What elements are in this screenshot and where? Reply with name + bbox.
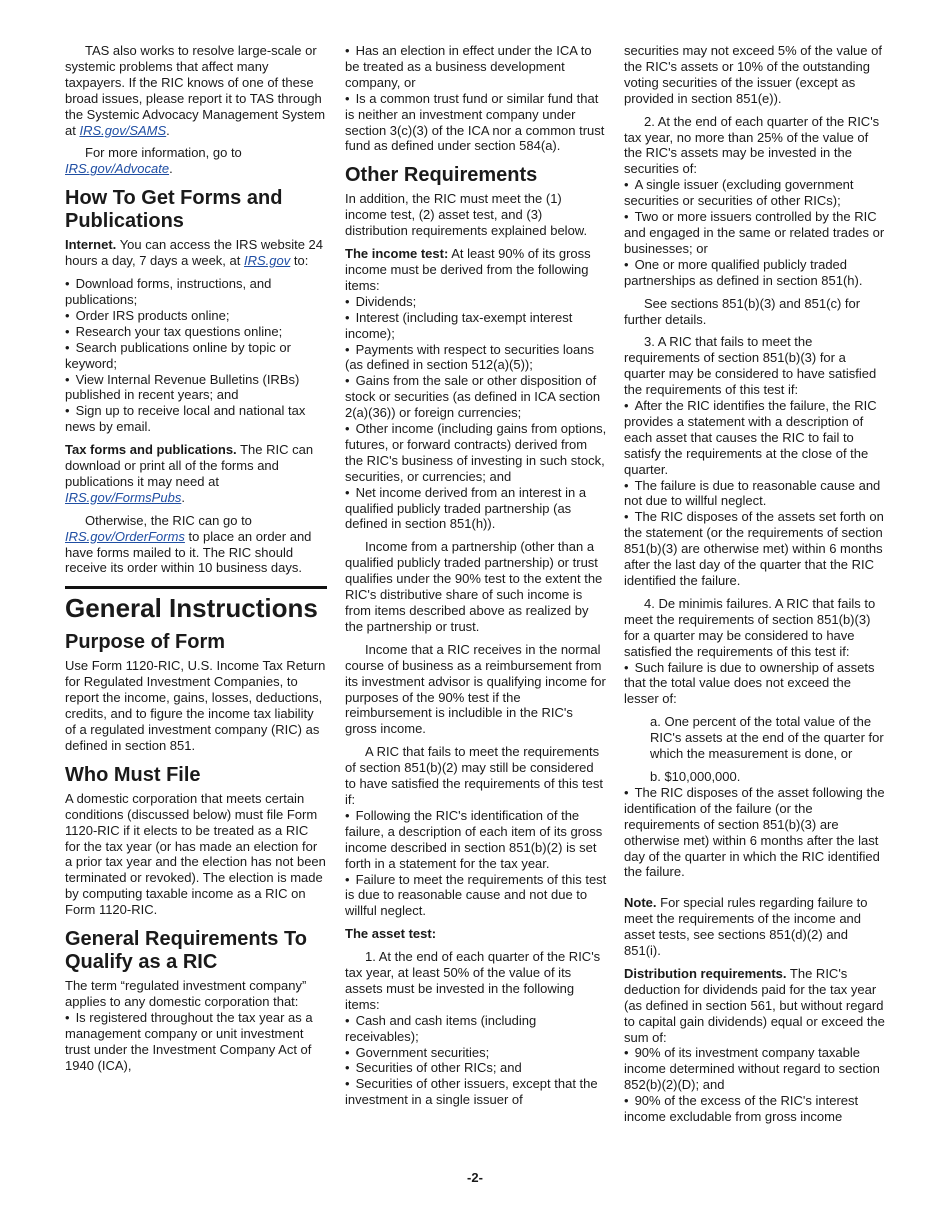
list-item: • Dividends; — [345, 294, 607, 310]
list-item: • Such failure is due to ownership of assets that the total value does not exceed the lesser of: — [624, 660, 886, 708]
asset-list — [345, 1013, 607, 1108]
otherwise-paragraph — [65, 513, 327, 577]
list-item: • Securities of other issuers, except that the investment in a single issuer of — [345, 1076, 607, 1108]
column-1 — [65, 43, 327, 1081]
list-item: • Is a common trust fund or similar fund that is neither an investment company under section 3(c)(3) of the ICA nor a common trust fund as defined under section 584(a). — [345, 91, 607, 155]
asset-4-list — [624, 660, 886, 708]
list-item: • Sign up to receive local and national tax news by email. — [65, 403, 327, 435]
other-requirements-text: In addition, the RIC must meet the (1) income test, (2) asset test, and (3) distribution requirements explained below. — [345, 191, 588, 239]
irs-link[interactable]: IRS.gov — [244, 253, 291, 269]
distribution-paragraph — [624, 966, 886, 1046]
fails-list — [345, 808, 607, 919]
tax-forms-text: The RIC can download or print all of the forms and publications it may need at — [65, 442, 314, 489]
list-item: • A single issuer (excluding government securities or securities of other RICs); — [624, 177, 886, 209]
note-paragraph — [624, 895, 886, 959]
asset-3-list — [624, 398, 886, 589]
note-label: Note. — [624, 895, 657, 911]
purpose-text: Use Form 1120-RIC, U.S. Income Tax Return for Regulated Investment Companies, to report the income, gains, losses, deductions, credits, and to figure the income tax liability of a regulated investment company (RIC) as defined in section 851. — [65, 658, 326, 753]
more-info-paragraph: For more information, go to IRS.gov/Advocate. — [65, 145, 242, 177]
income-test-label: The income test: — [345, 246, 449, 262]
list-item: • Government securities; — [345, 1045, 607, 1061]
tax-forms-label: Tax forms and publications. — [65, 442, 237, 458]
income-list — [345, 294, 607, 533]
formspubs-link[interactable]: IRS.gov/FormsPubs — [65, 489, 182, 505]
list-item: • Order IRS products online; — [65, 308, 327, 324]
list-item: • Research your tax questions online; — [65, 324, 327, 340]
asset-4-list-2 — [624, 785, 886, 880]
general-requirements-text: The term “regulated investment company” applies to any domestic corporation that: — [65, 978, 307, 1009]
list-item: • Gains from the sale or other disposition of stock or securities (as defined in ICA section 2(a)(36)) or foreign currencies; — [345, 373, 607, 421]
tax-forms-paragraph: Tax forms and publications. The RIC can download or print all of the forms and publications it may need at IRS.gov/FormsPubs. — [65, 442, 314, 505]
purpose-heading: Purpose of Form — [65, 631, 226, 654]
list-item: • Other income (including gains from options, futures, or forward contracts) derived from the RIC's business of investing in such stock, securities, or currencies; and — [345, 421, 607, 485]
distribution-label: Distribution requirements. — [624, 965, 787, 981]
ric-definition-list — [345, 43, 607, 154]
list-item: • Two or more issuers controlled by the RIC and engaged in the same or related trades or businesses; or — [624, 209, 886, 257]
list-item: • One or more qualified publicly traded partnerships as defined in section 851(h). — [624, 257, 886, 289]
more-info-text: For more information, go to — [85, 145, 242, 161]
who-must-file-heading: Who Must File — [65, 763, 201, 786]
list-item: • The failure is due to reasonable cause and not due to willful neglect. — [624, 478, 886, 510]
sub-b-text: b. $10,000,000. — [650, 768, 741, 784]
who-must-file-text: A domestic corporation that meets certain conditions (discussed below) must file Form 1120-RIC if it elects to be treated as a RIC for the tax year (or has made an election for a prior tax year and the election has not been terminated or revoked). The election is made by computing taxable income as a RIC on Form 1120-RIC. — [65, 790, 326, 918]
general-instructions-heading: General Instructions — [65, 586, 327, 623]
list-item: • Net income derived from an interest in a qualified publicly traded partnership (as defined in section 851(h)). — [345, 485, 607, 533]
see-sections-text: See sections 851(b)(3) and 851(c) for further details. — [624, 295, 861, 327]
income-test-paragraph — [345, 246, 607, 294]
list-item: • Payments with respect to securities loans (as defined in section 512(a)(5)); — [345, 342, 607, 374]
distribution-list — [624, 1045, 886, 1125]
otherwise-rest: to place an order and have forms mailed to it. The RIC should receive its order within 10 business days. — [65, 528, 312, 576]
internet-to: to: — [293, 253, 309, 269]
list-item: • Interest (including tax-exempt interest income); — [345, 310, 607, 342]
asset-2-text: 2. At the end of each quarter of the RIC's tax year, no more than 25% of the value of the RIC's assets may be invested in the securities of: — [624, 113, 880, 177]
income-test-text: At least 90% of its gross income must be derived from the following items: — [345, 246, 591, 293]
tas-paragraph: TAS also works to resolve large-scale or systemic problems that affect many taxpayers. If the RIC knows of one of these broad issues, please report it to TAS through the Systemic Advocacy Management System at IRS.gov/SAMS. — [65, 43, 326, 138]
sams-link[interactable]: IRS.gov/SAMS — [79, 122, 167, 138]
asset-4-text: 4. De minimis failures. A RIC that fails to meet the requirements of section 851(b)(3) for a quarter may be considered to have satisfied the requirements of this test if: — [624, 595, 876, 659]
list-item: • Download forms, instructions, and publications; — [65, 276, 327, 308]
spacer — [624, 887, 886, 895]
partnership-text: Income from a partnership (other than a qualified publicly traded partnership) or trust qualifies under the 90% test to the extent the RIC's distributive share of such income is from items described above as realized by the partnership or trust. — [345, 539, 603, 634]
column-3 — [624, 43, 886, 1132]
page-number: -2- — [467, 1170, 483, 1185]
advocate-link[interactable]: IRS.gov/Advocate — [65, 161, 170, 177]
note-text: For special rules regarding failure to meet the requirements of the income and asset tests, see sections 851(d)(2) and 851(i). — [624, 895, 868, 959]
column-2 — [345, 43, 607, 1115]
general-requirements-list — [65, 1010, 327, 1074]
distribution-text: The RIC's deduction for dividends paid for the tax year (as defined in section 561, but without regard to capital gain dividends) equal or exceed the sum of: — [624, 965, 885, 1045]
list-item: • Failure to meet the requirements of this test is due to reasonable cause and not due to willful neglect. — [345, 872, 607, 920]
list-item: • After the RIC identifies the failure, the RIC provides a statement with a description of each asset that causes the RIC to fail to satisfy the requirements at the close of the quarter. — [624, 398, 886, 478]
sub-a-text: a. One percent of the total value of the RIC's assets at the end of the quarter for which the measurement is done, or — [650, 714, 884, 762]
fails-text: A RIC that fails to meet the requirements of section 851(b)(2) may still be considered to have satisfied the requirements of this test if: — [345, 744, 603, 807]
asset-test-label: The asset test: — [345, 926, 437, 942]
asset-3-text: 3. A RIC that fails to meet the requirements of section 851(b)(3) for a quarter may be considered to have satisfied the requirements of this test if: — [624, 334, 877, 398]
asset-continued-text: securities may not exceed 5% of the value of the RIC's assets or 10% of the outstanding voting securities of the issuer (except as provided in section 851(e)). — [624, 43, 882, 106]
list-item: • Is registered throughout the tax year as a management company or unit investment trust under the Investment Company Act of 1940 (ICA), — [65, 1010, 327, 1074]
list-item: • Cash and cash items (including receivables); — [345, 1013, 607, 1045]
otherwise-text: Otherwise, the RIC can go to — [85, 512, 252, 528]
list-item: • The RIC disposes of the assets set forth on the statement (or the requirements of section 851(b)(3) are otherwise met) within 6 months after the last day of the quarter that the RIC identified the failure. — [624, 509, 886, 589]
internet-label: Internet. — [65, 237, 117, 253]
asset-1-text: 1. At the end of each quarter of the RIC's tax year, at least 50% of the value of its assets must be invested in the following items: — [345, 949, 601, 1012]
how-to-heading: How To Get Forms and Publications — [65, 187, 283, 233]
list-item: • 90% of its investment company taxable income determined without regard to section 852(b)(2)(D); and — [624, 1045, 886, 1093]
asset-2-list — [624, 177, 886, 288]
general-requirements-heading: General Requirements To Qualify as a RIC — [65, 928, 307, 974]
list-item: • 90% of the excess of the RIC's interest income excludable from gross income — [624, 1093, 886, 1125]
internet-paragraph — [65, 237, 327, 269]
list-item: • The RIC disposes of the asset following the identification of the failure (or the requirements of section 851(b)(3) are otherwise met) within 6 months after the last day of the quarter in which the RIC identified the failure. — [624, 785, 886, 880]
list-item: • View Internal Revenue Bulletins (IRBs) published in recent years; and — [65, 372, 327, 404]
reimbursement-text: Income that a RIC receives in the normal course of business as a reimbursement from its investment advisor is qualifying income for purposes of the 90% test if the reimbursement is includible in the RIC's gross income. — [345, 641, 606, 737]
orderforms-link[interactable]: IRS.gov/OrderForms — [65, 528, 185, 544]
list-item: • Has an election in effect under the ICA to be treated as a business development company, or — [345, 43, 607, 91]
internet-list — [65, 276, 327, 435]
tas-text: TAS also works to resolve large-scale or systemic problems that affect many taxpayers. If the RIC knows of one of these broad issues, please report it to TAS through the Systemic Advocacy Management System at — [65, 43, 326, 138]
other-requirements-heading: Other Requirements — [345, 164, 538, 187]
list-item: • Search publications online by topic or keyword; — [65, 340, 327, 372]
list-item: • Securities of other RICs; and — [345, 1060, 607, 1076]
list-item: • Following the RIC's identification of the failure, a description of each item of its gross income described in section 851(b)(2) is set forth in a statement for the tax year. — [345, 808, 607, 872]
internet-text: You can access the IRS website 24 hours a day, 7 days a week, at — [65, 237, 323, 269]
